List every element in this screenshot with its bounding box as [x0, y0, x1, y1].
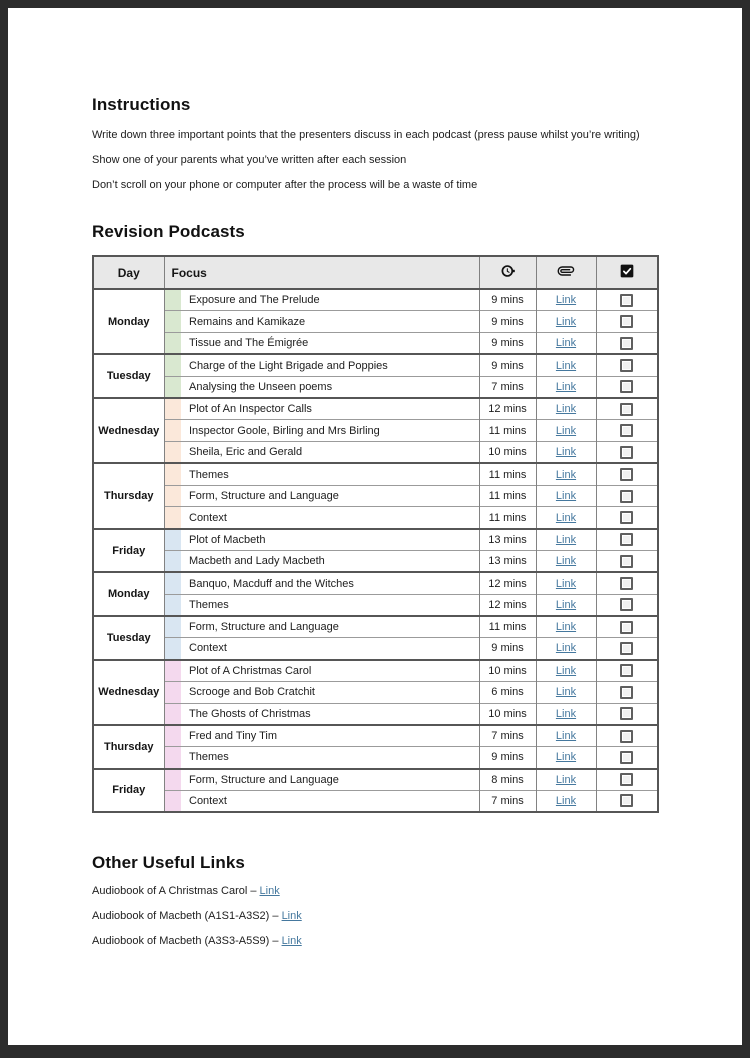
focus-cell: Charge of the Light Brigade and Poppies	[181, 354, 479, 376]
duration-cell: 11 mins	[479, 420, 536, 442]
focus-cell: Exposure and The Prelude	[181, 289, 479, 311]
podcast-link[interactable]: Link	[555, 751, 577, 764]
focus-cell: Remains and Kamikaze	[181, 311, 479, 333]
focus-cell: Tissue and The Émigrée	[181, 333, 479, 355]
color-strip-cell	[164, 529, 181, 551]
done-cell	[596, 333, 658, 355]
podcast-link[interactable]: Link	[555, 773, 577, 786]
done-cell	[596, 354, 658, 376]
done-checkbox[interactable]	[620, 511, 633, 524]
duration-cell: 11 mins	[479, 616, 536, 638]
focus-cell: Themes	[181, 747, 479, 769]
color-strip-cell	[164, 769, 181, 791]
table-row	[93, 681, 658, 703]
done-cell	[596, 594, 658, 616]
useful-link[interactable]: Link	[281, 910, 302, 923]
link-cell	[536, 333, 596, 355]
podcast-link[interactable]: Link	[555, 424, 577, 437]
done-cell	[596, 376, 658, 398]
done-checkbox[interactable]	[620, 490, 633, 503]
color-strip-cell	[164, 572, 181, 594]
link-cell	[536, 311, 596, 333]
duration-cell: 9 mins	[479, 747, 536, 769]
duration-cell: 12 mins	[479, 594, 536, 616]
day-cell: Wednesday	[93, 398, 164, 463]
done-checkbox[interactable]	[620, 403, 633, 416]
link-cell	[536, 616, 596, 638]
table-row	[93, 638, 658, 660]
useful-link-line	[92, 909, 666, 923]
link-cell	[536, 769, 596, 791]
done-checkbox[interactable]	[620, 359, 633, 372]
day-cell: Monday	[93, 572, 164, 616]
podcast-link[interactable]: Link	[555, 598, 577, 611]
instructions-heading: Instructions	[92, 95, 191, 114]
table-row	[93, 529, 658, 551]
link-column-header	[536, 256, 596, 289]
instruction-line: Don’t scroll on your phone or computer after the process will be a waste of time	[92, 179, 478, 191]
done-cell	[596, 463, 658, 485]
table-row	[93, 463, 658, 485]
table-row	[93, 594, 658, 616]
focus-cell: Context	[181, 507, 479, 529]
day-cell: Friday	[93, 529, 164, 573]
focus-cell: Form, Structure and Language	[181, 769, 479, 791]
link-cell	[536, 572, 596, 594]
color-strip-cell	[164, 507, 181, 529]
link-cell	[536, 463, 596, 485]
done-cell	[596, 551, 658, 573]
instruction-line: Show one of your parents what you’ve written after each session	[92, 154, 407, 166]
useful-link-line	[92, 934, 666, 948]
focus-cell: Macbeth and Lady Macbeth	[181, 551, 479, 573]
focus-cell: Themes	[181, 463, 479, 485]
day-cell: Friday	[93, 769, 164, 813]
podcast-link[interactable]: Link	[555, 686, 577, 699]
color-strip-cell	[164, 354, 181, 376]
done-checkbox[interactable]	[620, 751, 633, 764]
focus-cell: Context	[181, 790, 479, 812]
podcast-link[interactable]: Link	[555, 380, 577, 393]
duration-column-header	[479, 256, 536, 289]
day-cell: Thursday	[93, 725, 164, 769]
podcast-link[interactable]: Link	[555, 533, 577, 546]
podcast-link[interactable]: Link	[555, 359, 577, 372]
color-strip-cell	[164, 311, 181, 333]
podcast-link[interactable]: Link	[555, 446, 577, 459]
done-cell	[596, 442, 658, 464]
paperclip-icon	[558, 263, 574, 282]
table-header-row	[93, 256, 658, 289]
color-strip-cell	[164, 616, 181, 638]
link-cell	[536, 725, 596, 747]
done-checkbox[interactable]	[620, 730, 633, 743]
useful-link-text: Audiobook of Macbeth (A3S3-A5S9) –	[92, 935, 282, 948]
done-checkbox[interactable]	[620, 294, 633, 307]
podcast-link[interactable]: Link	[555, 621, 577, 634]
color-strip-cell	[164, 442, 181, 464]
table-row	[93, 376, 658, 398]
focus-cell: Context	[181, 638, 479, 660]
link-cell	[536, 660, 596, 682]
podcast-link[interactable]: Link	[555, 403, 577, 416]
table-row	[93, 790, 658, 812]
useful-link-line	[92, 884, 666, 898]
table-row	[93, 333, 658, 355]
done-checkbox[interactable]	[620, 446, 633, 459]
focus-cell: Themes	[181, 594, 479, 616]
duration-cell: 7 mins	[479, 376, 536, 398]
done-column-header	[596, 256, 658, 289]
done-checkbox[interactable]	[620, 773, 633, 786]
color-strip-cell	[164, 747, 181, 769]
podcast-link[interactable]: Link	[555, 315, 577, 328]
instruction-line: Write down three important points that the presenters discuss in each podcast (press pause whilst you’re writing)	[92, 129, 640, 141]
duration-cell: 12 mins	[479, 572, 536, 594]
done-cell	[596, 660, 658, 682]
podcast-link[interactable]: Link	[555, 337, 577, 350]
color-strip-cell	[164, 376, 181, 398]
duration-cell: 8 mins	[479, 769, 536, 791]
done-checkbox[interactable]	[620, 337, 633, 350]
useful-link[interactable]: Link	[281, 935, 302, 948]
podcast-link[interactable]: Link	[555, 577, 577, 590]
done-checkbox[interactable]	[620, 380, 633, 393]
duration-cell: 9 mins	[479, 289, 536, 311]
link-cell	[536, 790, 596, 812]
done-cell	[596, 616, 658, 638]
focus-cell: Form, Structure and Language	[181, 485, 479, 507]
useful-link[interactable]: Link	[259, 885, 280, 898]
done-checkbox[interactable]	[620, 664, 633, 677]
link-cell	[536, 398, 596, 420]
focus-cell: Sheila, Eric and Gerald	[181, 442, 479, 464]
done-cell	[596, 747, 658, 769]
done-cell	[596, 289, 658, 311]
duration-cell: 11 mins	[479, 485, 536, 507]
table-row	[93, 398, 658, 420]
table-row	[93, 311, 658, 333]
table-row	[93, 507, 658, 529]
focus-column-header: Focus	[164, 256, 479, 289]
done-checkbox[interactable]	[620, 686, 633, 699]
done-cell	[596, 507, 658, 529]
duration-cell: 7 mins	[479, 725, 536, 747]
color-strip-cell	[164, 681, 181, 703]
other-useful-links-heading: Other Useful Links	[92, 853, 245, 873]
page-content	[92, 8, 666, 948]
done-checkbox[interactable]	[620, 468, 633, 481]
duration-cell: 7 mins	[479, 790, 536, 812]
link-cell	[536, 529, 596, 551]
color-strip-cell	[164, 398, 181, 420]
table-row	[93, 747, 658, 769]
done-cell	[596, 398, 658, 420]
podcast-link[interactable]: Link	[555, 555, 577, 568]
podcast-link[interactable]: Link	[555, 490, 577, 503]
table-row	[93, 660, 658, 682]
duration-cell: 10 mins	[479, 660, 536, 682]
link-cell	[536, 507, 596, 529]
duration-cell: 10 mins	[479, 703, 536, 725]
duration-cell: 11 mins	[479, 463, 536, 485]
table-row	[93, 769, 658, 791]
other-links-list	[92, 884, 666, 948]
done-cell	[596, 681, 658, 703]
focus-cell: Scrooge and Bob Cratchit	[181, 681, 479, 703]
done-cell	[596, 703, 658, 725]
done-checkbox[interactable]	[620, 315, 633, 328]
table-row	[93, 289, 658, 311]
podcast-link[interactable]: Link	[555, 511, 577, 524]
link-cell	[536, 594, 596, 616]
duration-cell: 9 mins	[479, 354, 536, 376]
done-checkbox[interactable]	[620, 533, 633, 546]
table-row	[93, 725, 658, 747]
duration-cell: 13 mins	[479, 529, 536, 551]
color-strip-cell	[164, 703, 181, 725]
done-cell	[596, 790, 658, 812]
table-row	[93, 572, 658, 594]
podcast-link[interactable]: Link	[555, 707, 577, 720]
duration-cell: 9 mins	[479, 333, 536, 355]
done-cell	[596, 725, 658, 747]
done-cell	[596, 572, 658, 594]
link-cell	[536, 420, 596, 442]
done-cell	[596, 420, 658, 442]
color-strip-cell	[164, 333, 181, 355]
table-row	[93, 420, 658, 442]
color-strip-cell	[164, 638, 181, 660]
day-cell: Tuesday	[93, 354, 164, 398]
duration-cell: 9 mins	[479, 638, 536, 660]
duration-cell: 9 mins	[479, 311, 536, 333]
table-row	[93, 354, 658, 376]
instructions-list	[92, 128, 666, 192]
focus-cell: Plot of Macbeth	[181, 529, 479, 551]
link-cell	[536, 354, 596, 376]
revision-podcasts-table	[92, 255, 659, 813]
focus-cell: Banquo, Macduff and the Witches	[181, 572, 479, 594]
color-strip-cell	[164, 463, 181, 485]
color-strip-cell	[164, 790, 181, 812]
day-cell: Wednesday	[93, 660, 164, 725]
link-cell	[536, 376, 596, 398]
useful-link-text: Audiobook of A Christmas Carol –	[92, 885, 260, 898]
color-strip-cell	[164, 485, 181, 507]
link-cell	[536, 442, 596, 464]
done-checkbox[interactable]	[620, 621, 633, 634]
table-row	[93, 551, 658, 573]
color-strip-cell	[164, 660, 181, 682]
table-row	[93, 485, 658, 507]
link-cell	[536, 703, 596, 725]
done-checkbox[interactable]	[620, 555, 633, 568]
document-page	[8, 8, 742, 1045]
duration-cell: 10 mins	[479, 442, 536, 464]
table-row	[93, 703, 658, 725]
done-checkbox[interactable]	[620, 577, 633, 590]
duration-cell: 6 mins	[479, 681, 536, 703]
podcast-link[interactable]: Link	[555, 730, 577, 743]
duration-cell: 11 mins	[479, 507, 536, 529]
podcast-link[interactable]: Link	[555, 294, 577, 307]
done-cell	[596, 311, 658, 333]
done-cell	[596, 638, 658, 660]
link-cell	[536, 681, 596, 703]
focus-cell: Fred and Tiny Tim	[181, 725, 479, 747]
focus-cell: Analysing the Unseen poems	[181, 376, 479, 398]
link-cell	[536, 551, 596, 573]
link-cell	[536, 747, 596, 769]
focus-cell: Inspector Goole, Birling and Mrs Birling	[181, 420, 479, 442]
podcast-link[interactable]: Link	[555, 642, 577, 655]
revision-podcasts-heading: Revision Podcasts	[92, 222, 245, 241]
duration-cell: 13 mins	[479, 551, 536, 573]
table-row	[93, 442, 658, 464]
done-checkbox[interactable]	[620, 794, 633, 807]
done-checkbox[interactable]	[620, 424, 633, 437]
focus-cell: The Ghosts of Christmas	[181, 703, 479, 725]
done-checkbox[interactable]	[620, 598, 633, 611]
useful-link-text: Audiobook of Macbeth (A1S1-A3S2) –	[92, 910, 282, 923]
color-strip-cell	[164, 551, 181, 573]
done-checkbox[interactable]	[620, 707, 633, 720]
focus-cell: Plot of A Christmas Carol	[181, 660, 479, 682]
color-strip-cell	[164, 289, 181, 311]
checkbox-checked-icon	[619, 263, 635, 282]
duration-cell: 12 mins	[479, 398, 536, 420]
color-strip-cell	[164, 594, 181, 616]
done-cell	[596, 769, 658, 791]
focus-cell: Plot of An Inspector Calls	[181, 398, 479, 420]
podcast-link[interactable]: Link	[555, 664, 577, 677]
link-cell	[536, 485, 596, 507]
color-strip-cell	[164, 420, 181, 442]
table-row	[93, 616, 658, 638]
podcast-link[interactable]: Link	[555, 794, 577, 807]
day-cell: Thursday	[93, 463, 164, 528]
day-column-header: Day	[93, 256, 164, 289]
link-cell	[536, 638, 596, 660]
watch-icon	[500, 263, 516, 282]
done-cell	[596, 529, 658, 551]
done-cell	[596, 485, 658, 507]
day-cell: Tuesday	[93, 616, 164, 660]
podcast-link[interactable]: Link	[555, 468, 577, 481]
link-cell	[536, 289, 596, 311]
done-checkbox[interactable]	[620, 642, 633, 655]
color-strip-cell	[164, 725, 181, 747]
focus-cell: Form, Structure and Language	[181, 616, 479, 638]
day-cell: Monday	[93, 289, 164, 354]
